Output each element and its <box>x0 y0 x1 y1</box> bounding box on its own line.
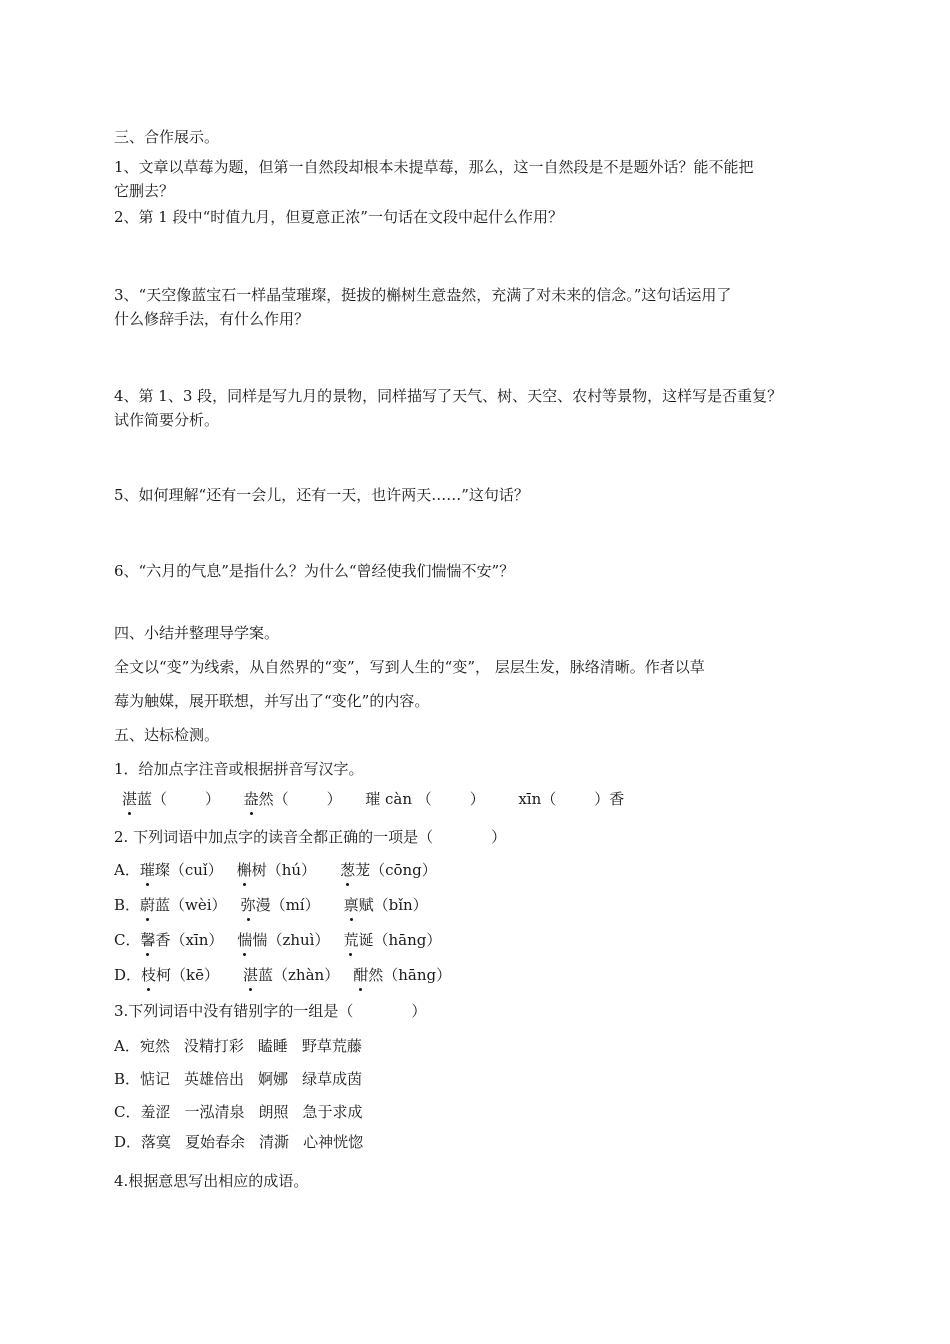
option-word: 绿草成茵 <box>302 1070 363 1088</box>
paren-close: ）香 <box>594 790 625 808</box>
test-q2-stem <box>114 826 506 848</box>
option-word: 英雄倍出 <box>184 1070 245 1088</box>
word-text: 漫（mí） <box>255 896 320 914</box>
dotted-char: 酣 <box>353 966 369 984</box>
option-word: 野草荒藤 <box>301 1037 362 1055</box>
word-text: 璀 càn （ <box>365 790 432 808</box>
dotted-char: 葱 <box>340 861 356 879</box>
test-q2-option-a <box>114 859 437 881</box>
option-label: A． <box>114 861 140 879</box>
option-label: B． <box>114 896 141 914</box>
word-text: 蓝（wèi） <box>155 896 227 914</box>
option-word: A．宛然 <box>114 1037 170 1055</box>
test-q2-option-d <box>114 964 451 986</box>
dotted-char: 湛 <box>243 966 259 984</box>
dotted-char: 禀 <box>343 896 359 914</box>
paren-close: ） <box>326 790 342 808</box>
option-word: 没精打彩 <box>183 1037 244 1055</box>
question-5: 5、如何理解“还有一会儿，还有一天，也许两天……”这句话？ <box>114 486 529 504</box>
word-text: 璨（cuǐ） <box>154 861 223 879</box>
dotted-char: 惴 <box>237 931 253 949</box>
paren-close: ） <box>469 790 485 808</box>
option-word: 朗照 <box>258 1103 289 1121</box>
question-1-line-1: 1、文章以草莓为题，但第一自然段却根本未提草莓，那么，这一自然段是不是题外话？能不能把 <box>114 158 754 176</box>
test-q3-option-a <box>114 1035 362 1057</box>
dotted-char: 盎 <box>243 790 259 808</box>
summary-line-1: 全文以“变”为线索，从自然界的“变”，写到人生的“变”， 层层生发，脉络清晰。作者以草 <box>114 658 705 676</box>
paren-close: ） <box>205 790 221 808</box>
test-q3-option-b <box>114 1068 362 1090</box>
word-text: 然（ <box>258 790 289 808</box>
question-2: 2、第 1 段中“时值九月，但夏意正浓”一句话在文段中起什么作用？ <box>114 208 563 226</box>
word-text: xīn（ <box>518 790 557 808</box>
option-word: C．羞涩 <box>114 1103 171 1121</box>
word-text: 赋（bǐn） <box>358 896 428 914</box>
test-q2-option-c <box>114 929 441 951</box>
dotted-char: 槲 <box>236 861 252 879</box>
word-text: 柯（kē） <box>156 966 220 984</box>
word-text: 树（hú） <box>251 861 317 879</box>
option-word: 瞌睡 <box>257 1037 288 1055</box>
option-word: D．落寞 <box>114 1133 172 1151</box>
option-word: B．惦记 <box>114 1070 171 1088</box>
option-word: 婀娜 <box>258 1070 289 1088</box>
dotted-char: 枝 <box>141 966 157 984</box>
test-q1-items <box>122 788 624 810</box>
word-text: 蓝（ <box>137 790 168 808</box>
paren-close: ） <box>411 1002 427 1020</box>
word-text: 香（xīn） <box>155 931 224 949</box>
question-1-line-2: 它删去？ <box>114 182 175 200</box>
test-q3-stem <box>114 1000 426 1022</box>
question-6: 6、“六月的气息”是指什么？为什么“曾经使我们惴惴不安”？ <box>114 562 515 580</box>
test-q3-option-c <box>114 1101 363 1123</box>
section-5-heading: 五、达标检测。 <box>114 726 220 744</box>
summary-line-2: 莓为触媒，展开联想，并写出了“变化”的内容。 <box>114 692 430 710</box>
word-text: 茏（cōng） <box>355 861 437 879</box>
test-q3-option-d <box>114 1131 363 1153</box>
dotted-char: 荒 <box>343 931 359 949</box>
question-4-line-2: 试作简要分析。 <box>114 411 220 429</box>
dotted-char: 弥 <box>240 896 256 914</box>
question-3-line-1: 3、“天空像蓝宝石一样晶莹璀璨，挺拔的槲树生意盎然，充满了对未来的信念。”这句话运用了 <box>114 286 732 304</box>
option-label: D． <box>114 966 142 984</box>
word-text: 惴（zhuì） <box>252 931 330 949</box>
dotted-char: 湛 <box>122 790 138 808</box>
dotted-char: 蔚 <box>140 896 156 914</box>
test-q2-option-b <box>114 894 428 916</box>
section-3-heading: 三、合作展示。 <box>114 128 220 146</box>
word-text: 诞（hāng） <box>358 931 442 949</box>
paren-close: ） <box>491 828 507 846</box>
stem-text: 3.下列词语中没有错别字的一组是（ <box>114 1002 354 1020</box>
option-word: 夏始春余 <box>185 1133 246 1151</box>
word-text: 蓝（zhàn） <box>258 966 340 984</box>
dotted-char: 馨 <box>140 931 156 949</box>
option-word: 急于求成 <box>302 1103 363 1121</box>
question-4-line-1: 4、第 1、3 段，同样是写九月的景物，同样描写了天气、树、天空、农村等景物，这样写是否重复？ <box>114 387 783 405</box>
option-label: C． <box>114 931 141 949</box>
option-word: 心神恍惚 <box>303 1133 364 1151</box>
question-3-line-2: 什么修辞手法，有什么作用？ <box>114 310 310 328</box>
section-4-heading: 四、小结并整理导学案。 <box>114 624 280 642</box>
option-word: 清澌 <box>259 1133 290 1151</box>
option-word: 一泓清泉 <box>184 1103 245 1121</box>
test-q4-stem: 4.根据意思写出相应的成语。 <box>114 1172 309 1190</box>
word-text: 然（hāng） <box>368 966 452 984</box>
stem-text: 2. 下列词语中加点字的读音全都正确的一项是（ <box>114 828 434 846</box>
test-q1-stem: 1．给加点字注音或根据拼音写汉字。 <box>114 760 364 778</box>
dotted-char: 璀 <box>139 861 155 879</box>
